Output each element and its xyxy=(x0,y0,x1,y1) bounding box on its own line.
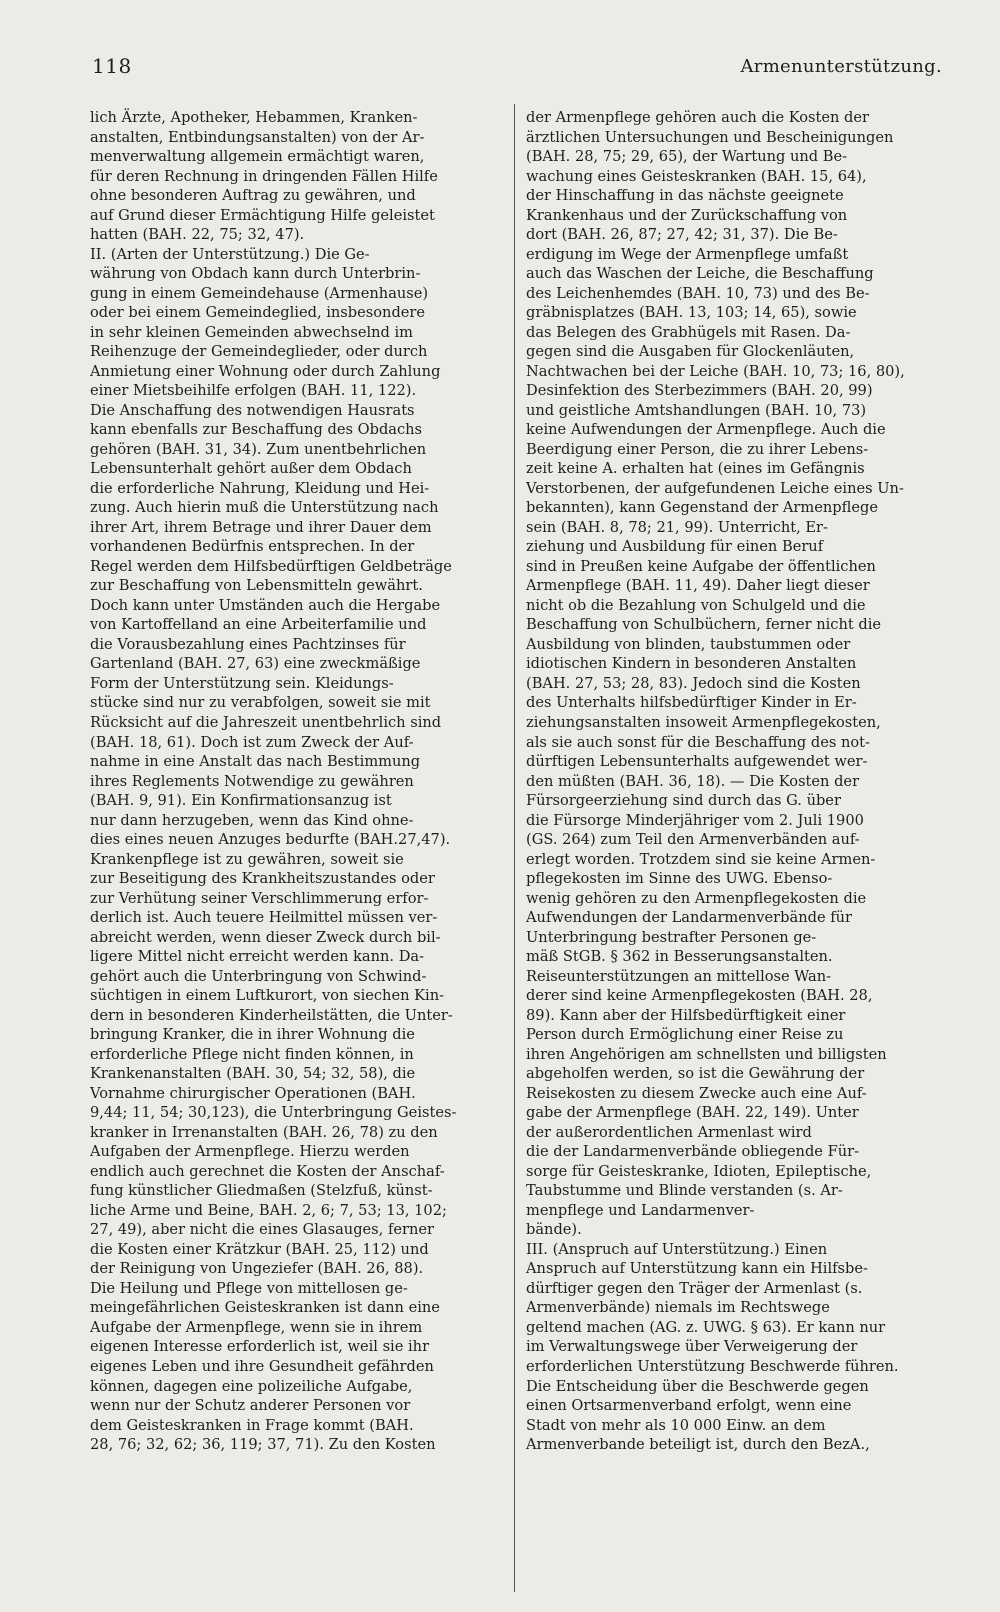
text-line: derlich ist. Auch teuere Heilmittel müssen ver- xyxy=(90,909,438,927)
text-line: idiotischen Kindern in besonderen Anstalten xyxy=(526,655,857,673)
text-line: Die Heilung und Pflege von mittellosen ge- xyxy=(90,1279,408,1297)
page-number: 118 xyxy=(92,54,132,78)
text-line: einen Ortsarmenverband erfolgt, wenn eine xyxy=(526,1397,852,1415)
text-line: dürftigen Lebensunterhalts aufgewendet wer- xyxy=(526,753,868,771)
text-line: liche Arme und Beine, BAH. 2, 6; 7, 53; 13, 102; xyxy=(90,1201,447,1219)
text-line: gabe der Armenpflege (BAH. 22, 149). Unter xyxy=(526,1104,859,1122)
text-line: ihrer Art, ihrem Betrage und ihrer Dauer dem xyxy=(90,518,432,536)
text-line: vorhandenen Bedürfnis entsprechen. In der xyxy=(90,538,415,556)
text-line: abgeholfen werden, so ist die Gewährung der xyxy=(526,1065,865,1083)
text-line: die Vorausbezahlung eines Pachtzinses für xyxy=(90,635,406,653)
text-line: Lebensunterhalt gehört außer dem Obdach xyxy=(90,460,412,478)
text-line: Beerdigung einer Person, die zu ihrer Lebens- xyxy=(526,440,869,458)
text-line: Aufgabe der Armenpflege, wenn sie in ihrem xyxy=(90,1318,423,1336)
text-line: dürftiger gegen den Träger der Armenlast (s. xyxy=(526,1279,863,1297)
text-line: (GS. 264) zum Teil den Armenverbänden auf- xyxy=(526,831,860,849)
text-line: Regel werden dem Hilfsbedürftigen Geldbeträge xyxy=(90,557,452,575)
text-line: wenig gehören zu den Armenpflegekosten die xyxy=(526,889,867,907)
text-line: auf Grund dieser Ermächtigung Hilfe geleistet xyxy=(90,206,435,224)
text-line: Unterbringung bestrafter Personen ge- xyxy=(526,928,817,946)
text-line: Gartenland (BAH. 27, 63) eine zweckmäßige xyxy=(90,655,421,673)
text-line: 9,44; 11, 54; 30,123), die Unterbringung Geistes- xyxy=(90,1104,457,1122)
left-text-column xyxy=(90,108,504,1588)
text-line: dern in besonderen Kinderheilstätten, die Unter- xyxy=(90,1006,453,1024)
text-line: sein (BAH. 8, 78; 21, 99). Unterricht, Er- xyxy=(526,518,828,536)
text-line: ligere Mittel nicht erreicht werden kann. Da- xyxy=(90,948,425,966)
text-line: Reiseunterstützungen an mittellose Wan- xyxy=(526,967,832,985)
text-line: Die Entscheidung über die Beschwerde gegen xyxy=(526,1377,869,1395)
text-line: kranker in Irrenanstalten (BAH. 26, 78) zu den xyxy=(90,1123,438,1141)
text-line: die der Landarmenverbände obliegende Für- xyxy=(526,1143,860,1161)
text-line: meingefährlichen Geisteskranken ist dann eine xyxy=(90,1299,440,1317)
right-text-column xyxy=(526,108,945,1590)
text-line: Krankenhaus und der Zurückschaffung von xyxy=(526,206,848,224)
column-divider xyxy=(514,104,515,1592)
text-line: 89). Kann aber der Hilfsbedürftigkeit einer xyxy=(526,1006,846,1024)
text-line: für deren Rechnung in dringenden Fällen Hilfe xyxy=(90,167,438,185)
text-line: zung. Auch hierin muß die Unterstützung nach xyxy=(90,499,439,517)
text-line: das Belegen des Grabhügels mit Rasen. Da- xyxy=(526,323,851,341)
text-line: können, dagegen eine polizeiliche Aufgabe, xyxy=(90,1377,413,1395)
text-line: Desinfektion des Sterbezimmers (BAH. 20, 99) xyxy=(526,382,873,400)
text-line: von Kartoffelland an eine Arbeiterfamilie und xyxy=(90,616,427,634)
text-line: Beschaffung von Schulbüchern, ferner nicht die xyxy=(526,616,882,634)
running-head: Armenunterstützung. xyxy=(740,56,942,77)
text-line: geltend machen (AG. z. UWG. § 63). Er kann nur xyxy=(526,1318,886,1336)
text-line: ziehungsanstalten insoweit Armenpflegekosten, xyxy=(526,713,881,731)
text-line: zur Beseitigung des Krankheitszustandes oder xyxy=(90,870,435,888)
text-line: hatten (BAH. 22, 75; 32, 47). xyxy=(90,226,305,244)
text-line: 27, 49), aber nicht die eines Glasauges, ferner xyxy=(90,1221,434,1239)
text-line: des Unterhalts hilfsbedürftiger Kinder in Er- xyxy=(526,694,857,712)
text-line: der Reinigung von Ungeziefer (BAH. 26, 88). xyxy=(90,1260,424,1278)
text-line: keine Aufwendungen der Armenpflege. Auch die xyxy=(526,421,886,439)
text-line: ihren Angehörigen am schnellsten und billigsten xyxy=(526,1045,887,1063)
text-line: auch das Waschen der Leiche, die Beschaffung xyxy=(526,265,874,283)
text-line: nahme in eine Anstalt das nach Bestimmung xyxy=(90,753,421,771)
text-line: fung künstlicher Gliedmaßen (Stelzfuß, künst- xyxy=(90,1182,433,1200)
text-line: Vornahme chirurgischer Operationen (BAH. xyxy=(90,1084,416,1102)
text-line: pflegekosten im Sinne des UWG. Ebenso- xyxy=(526,870,833,888)
text-line: erforderliche Pflege nicht finden können, in xyxy=(90,1045,414,1063)
text-line: stücke sind nur zu verabfolgen, soweit sie mit xyxy=(90,694,431,712)
text-line: Form der Unterstützung sein. Kleidungs- xyxy=(90,674,394,692)
text-line: erlegt worden. Trotzdem sind sie keine Armen- xyxy=(526,850,876,868)
text-line: lich Ärzte, Apotheker, Hebammen, Kranken- xyxy=(90,109,418,126)
text-line: gehört auch die Unterbringung von Schwind- xyxy=(90,967,427,985)
text-line: und geistliche Amtshandlungen (BAH. 10, 73) xyxy=(526,401,867,419)
text-line: menpflege und Landarmenver- xyxy=(526,1201,755,1219)
text-line: den müßten (BAH. 36, 18). — Die Kosten der xyxy=(526,772,860,790)
text-line: Krankenanstalten (BAH. 30, 54; 32, 58), die xyxy=(90,1065,416,1083)
text-line: bekannten), kann Gegenstand der Armenpflege xyxy=(526,499,878,517)
text-line: ihres Reglements Notwendige zu gewähren xyxy=(90,772,414,790)
text-line: Nachtwachen bei der Leiche (BAH. 10, 73; 16, 80), xyxy=(526,362,905,380)
text-line: sorge für Geisteskranke, Idioten, Epileptische, xyxy=(526,1162,872,1180)
text-line: die erforderliche Nahrung, Kleidung und Hei- xyxy=(90,479,430,497)
text-line: dies eines neuen Anzuges bedurfte (BAH.27,47). xyxy=(90,831,451,849)
text-line: kann ebenfalls zur Beschaffung des Obdachs xyxy=(90,421,423,439)
text-line: gegen sind die Ausgaben für Glockenläuten, xyxy=(526,343,855,361)
text-line: als sie auch sonst für die Beschaffung des not- xyxy=(526,733,870,751)
text-line: gräbnisplatzes (BAH. 13, 103; 14, 65), sowie xyxy=(526,304,857,322)
text-line: (BAH. 18, 61). Doch ist zum Zweck der Auf- xyxy=(90,733,414,751)
text-line: zur Beschaffung von Lebensmitteln gewährt. xyxy=(90,577,423,595)
text-line: bände). xyxy=(526,1221,582,1239)
text-line: Fürsorgeerziehung sind durch das G. über xyxy=(526,792,841,810)
text-line: Person durch Ermöglichung einer Reise zu xyxy=(526,1026,844,1044)
text-line: 28, 76; 32, 62; 36, 119; 37, 71). Zu den Kosten xyxy=(90,1436,436,1454)
text-line: erforderlichen Unterstützung Beschwerde führen. xyxy=(526,1358,899,1375)
text-line: gung in einem Gemeindehause (Armenhause) xyxy=(90,284,429,302)
text-line: derer sind keine Armenpflegekosten (BAH. 28, xyxy=(526,987,873,1005)
text-line: Armenpflege (BAH. 11, 49). Daher liegt dieser xyxy=(526,577,870,595)
text-line: Verstorbenen, der aufgefundenen Leiche eines Un- xyxy=(526,479,904,497)
text-line: nicht ob die Bezahlung von Schulgeld und die xyxy=(526,596,866,614)
text-line: der Hinschaffung in das nächste geeignete xyxy=(526,187,844,205)
text-line: die Fürsorge Minderjähriger vom 2. Juli 1900 xyxy=(526,811,864,829)
text-line: dem Geisteskranken in Frage kommt (BAH. xyxy=(90,1416,414,1434)
text-line: wachung eines Geisteskranken (BAH. 15, 64), xyxy=(526,167,867,185)
text-line: Anspruch auf Unterstützung kann ein Hilfsbe- xyxy=(526,1260,868,1278)
text-line: der außerordentlichen Armenlast wird xyxy=(526,1123,812,1141)
text-line: Armenverbände) niemals im Rechtswege xyxy=(526,1299,830,1317)
text-line: süchtigen in einem Luftkurort, von siechen Kin- xyxy=(90,987,445,1005)
text-line: des Leichenhemdes (BAH. 10, 73) und des Be- xyxy=(526,284,870,302)
text-line: Taubstumme und Blinde verstanden (s. Ar- xyxy=(526,1182,843,1200)
text-line: menverwaltung allgemein ermächtigt waren, xyxy=(90,148,425,166)
text-line: wenn nur der Schutz anderer Personen vor xyxy=(90,1397,411,1415)
text-line: (BAH. 9, 91). Ein Konfirmationsanzug ist xyxy=(90,792,392,810)
text-line: eigenes Leben und ihre Gesundheit gefährden xyxy=(90,1358,434,1375)
text-line: nur dann herzugeben, wenn das Kind ohne- xyxy=(90,811,414,829)
text-line: III. (Anspruch auf Unterstützung.) Einen xyxy=(526,1240,828,1258)
text-line: Die Anschaffung des notwendigen Hausrats xyxy=(90,401,415,419)
text-line: ziehung und Ausbildung für einen Beruf xyxy=(526,538,824,556)
text-line: zur Verhütung seiner Verschlimmerung erfor- xyxy=(90,889,429,907)
text-line: Aufwendungen der Landarmenverbände für xyxy=(526,909,852,927)
text-line: (BAH. 27, 53; 28, 83). Jedoch sind die Kosten xyxy=(526,674,861,692)
text-line: der Armenpflege gehören auch die Kosten der xyxy=(526,109,870,126)
text-line: Ausbildung von blinden, taubstummen oder xyxy=(526,635,851,653)
text-line: ohne besonderen Auftrag zu gewähren, und xyxy=(90,187,416,205)
text-line: in sehr kleinen Gemeinden abwechselnd im xyxy=(90,323,414,341)
text-line: im Verwaltungswege über Verweigerung der xyxy=(526,1338,858,1356)
text-line: Krankenpflege ist zu gewähren, soweit sie xyxy=(90,850,404,868)
text-line: bringung Kranker, die in ihrer Wohnung die xyxy=(90,1026,415,1044)
text-line: Aufgaben der Armenpflege. Hierzu werden xyxy=(90,1143,410,1161)
text-line: die Kosten einer Krätzkur (BAH. 25, 112) und xyxy=(90,1240,429,1258)
text-line: (BAH. 28, 75; 29, 65), der Wartung und Be- xyxy=(526,148,848,166)
text-line: Anmietung einer Wohnung oder durch Zahlung xyxy=(90,362,441,380)
text-line: einer Mietsbeihilfe erfolgen (BAH. 11, 122). xyxy=(90,382,417,400)
text-line: Armenverbande beteiligt ist, durch den BezA., xyxy=(526,1436,870,1454)
text-line: erdigung im Wege der Armenpflege umfaßt xyxy=(526,245,849,263)
text-line: währung von Obdach kann durch Unterbrin- xyxy=(90,265,421,283)
text-line: anstalten, Entbindungsanstalten) von der Ar- xyxy=(90,128,425,146)
text-line: gehören (BAH. 31, 34). Zum unentbehrlichen xyxy=(90,440,427,458)
text-line: zeit keine A. erhalten hat (eines im Gefängnis xyxy=(526,460,865,478)
text-line: abreicht werden, wenn dieser Zweck durch bil- xyxy=(90,928,441,946)
text-line: mäß StGB. § 362 in Besserungsanstalten. xyxy=(526,948,833,966)
text-line: oder bei einem Gemeindeglied, insbesondere xyxy=(90,304,426,322)
text-line: Doch kann unter Umständen auch die Hergabe xyxy=(90,596,441,614)
text-line: dort (BAH. 26, 87; 27, 42; 31, 37). Die Be- xyxy=(526,226,838,244)
text-line: ärztlichen Untersuchungen und Bescheinigungen xyxy=(526,128,894,146)
text-line: II. (Arten der Unterstützung.) Die Ge- xyxy=(90,245,370,263)
text-line: Reihenzuge der Gemeindeglieder, oder durch xyxy=(90,343,428,361)
text-line: Stadt von mehr als 10 000 Einw. an dem xyxy=(526,1416,826,1434)
text-line: sind in Preußen keine Aufgabe der öffentlichen xyxy=(526,557,876,575)
text-line: Rücksicht auf die Jahreszeit unentbehrlich sind xyxy=(90,713,442,731)
text-line: Reisekosten zu diesem Zwecke auch eine Auf- xyxy=(526,1084,867,1102)
text-line: eigenen Interesse erforderlich ist, weil sie ihr xyxy=(90,1338,430,1356)
text-line: endlich auch gerechnet die Kosten der Anschaf- xyxy=(90,1162,445,1180)
